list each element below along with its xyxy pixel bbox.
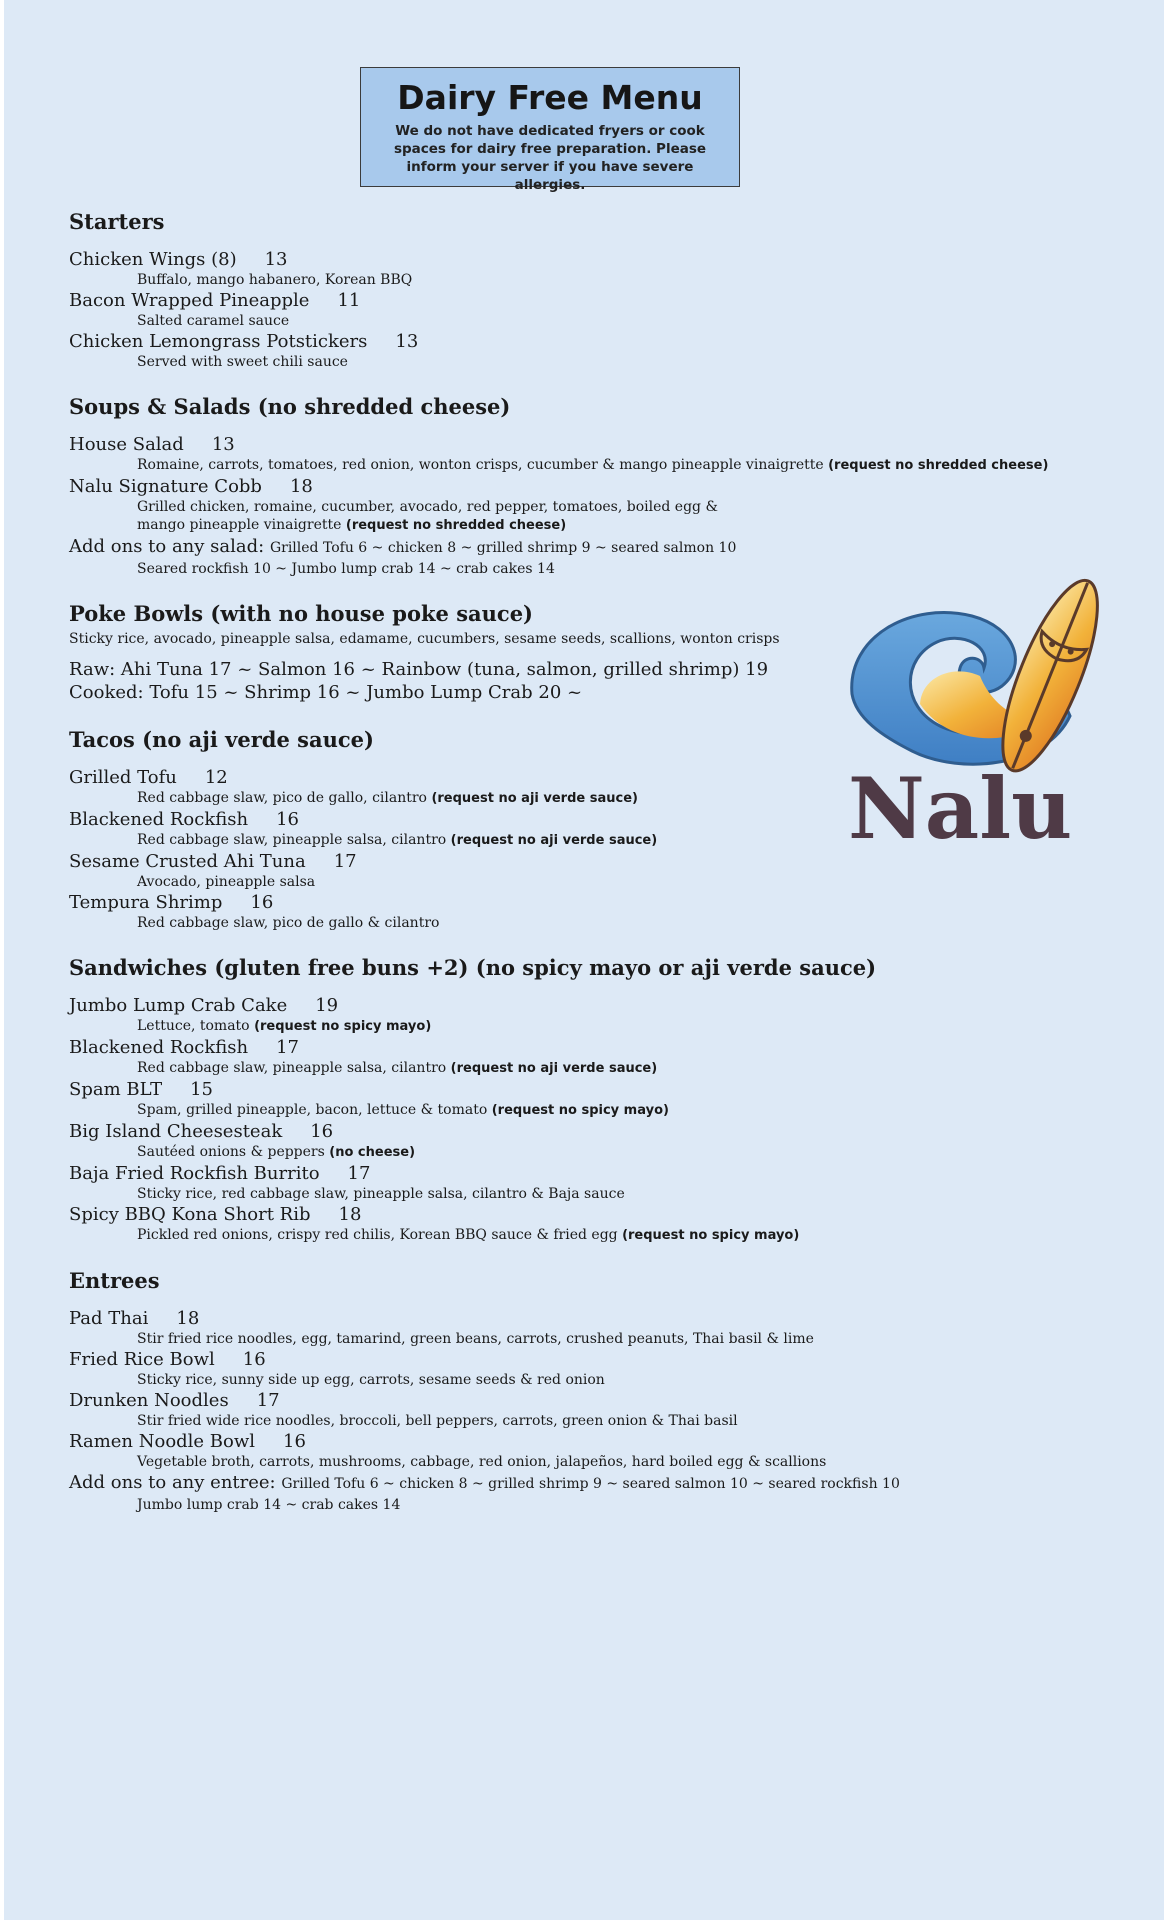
- addons-list-cont: Jumbo lump crab 14 ~ crab cakes 14: [137, 1497, 401, 1513]
- item-name: Drunken Noodles: [69, 1390, 229, 1411]
- item-name: Fried Rice Bowl: [69, 1349, 215, 1370]
- item-dietary-note: (no cheese): [329, 1145, 416, 1160]
- addons-list: Grilled Tofu 6 ~ chicken 8 ~ grilled shrimp 9 ~ seared salmon 10: [269, 540, 737, 556]
- item-name: Ramen Noodle Bowl: [69, 1431, 256, 1452]
- menu-item: [69, 1307, 1049, 1348]
- item-name: House Salad: [69, 434, 184, 455]
- section-title: Starters: [69, 209, 165, 234]
- section-starters: [69, 206, 1049, 371]
- item-name: Nalu Signature Cobb: [69, 476, 262, 497]
- menu-item: [69, 994, 1049, 1036]
- item-description-text: Romaine, carrots, tomatoes, red onion, wonton crisps, cucumber & mango pineapple vinaigrette: [137, 457, 824, 473]
- item-price: 13: [395, 331, 419, 352]
- item-price: 17: [347, 1163, 371, 1184]
- menu-page: [4, 0, 1164, 1920]
- menu-item: [69, 1203, 1049, 1245]
- item-description-text: Red cabbage slaw, pineapple salsa, cilantro: [137, 1060, 447, 1076]
- menu-item: [69, 475, 1049, 535]
- addons-label: Add ons to any entree:: [69, 1472, 276, 1493]
- item-price: 16: [242, 1349, 266, 1370]
- item-price: 17: [276, 1037, 299, 1058]
- item-description: Avocado, pineapple salsa: [137, 874, 316, 890]
- item-dietary-note: (request no aji verde sauce): [450, 833, 658, 848]
- item-name: Spicy BBQ Kona Short Rib: [69, 1204, 311, 1225]
- item-price: 18: [176, 1308, 200, 1329]
- item-description-text: Lettuce, tomato: [137, 1018, 250, 1034]
- item-description: [69, 456, 1049, 475]
- item-description: [69, 1143, 1049, 1162]
- item-price: 15: [190, 1079, 213, 1100]
- item-dietary-note: (request no spicy mayo): [491, 1103, 669, 1118]
- item-dietary-note: (request no spicy mayo): [622, 1228, 800, 1243]
- item-description: Stir fried wide rice noodles, broccoli, bell peppers, carrots, green onion & Thai basil: [137, 1413, 738, 1429]
- item-dietary-note: (request no shredded cheese): [828, 458, 1049, 473]
- item-name: Chicken Lemongrass Potstickers: [69, 331, 368, 352]
- item-price: 17: [256, 1390, 280, 1411]
- item-name: Spam BLT: [69, 1079, 163, 1100]
- item-name: Tempura Shrimp: [69, 892, 223, 913]
- menu-header: [360, 67, 740, 193]
- item-description-text: Spam, grilled pineapple, bacon, lettuce & tomato: [137, 1102, 488, 1118]
- logo-wordmark: Nalu: [848, 759, 1073, 846]
- menu-item: [69, 330, 1049, 371]
- item-name: Big Island Cheesesteak: [69, 1121, 283, 1142]
- item-price: 18: [338, 1204, 362, 1225]
- menu-item: [69, 433, 1049, 475]
- item-name: Bacon Wrapped Pineapple: [69, 290, 310, 311]
- menu-item: [69, 1430, 1049, 1471]
- item-price: 12: [204, 767, 228, 788]
- item-dietary-note: (request no shredded cheese): [345, 518, 567, 533]
- section-soups-salads: [69, 391, 1049, 578]
- item-price: 16: [310, 1121, 334, 1142]
- menu-item: [69, 289, 1049, 330]
- item-description-text: Red cabbage slaw, pineapple salsa, cilantro: [137, 832, 447, 848]
- menu-item: [69, 1389, 1049, 1430]
- section-title: Soups & Salads (no shredded cheese): [69, 394, 511, 419]
- item-description: Buffalo, mango habanero, Korean BBQ: [137, 272, 413, 288]
- menu-item: [69, 850, 1049, 891]
- item-description: Sticky rice, sunny side up egg, carrots, sesame seeds & red onion: [137, 1372, 605, 1388]
- section-subtitle: Sticky rice, avocado, pineapple salsa, edamame, cucumbers, sesame seeds, scallions, wonton crisps: [69, 631, 780, 647]
- item-description: [69, 1017, 1049, 1036]
- item-price: 11: [337, 290, 361, 311]
- item-price: 19: [315, 995, 339, 1016]
- item-name: Chicken Wings (8): [69, 249, 237, 270]
- item-description: Red cabbage slaw, pico de gallo & cilantro: [137, 915, 440, 931]
- poke-raw-options: Raw: Ahi Tuna 17 ~ Salmon 16 ~ Rainbow (tuna, salmon, grilled shrimp) 19: [69, 659, 769, 680]
- section-sandwiches: [69, 952, 1049, 1245]
- item-name: Sesame Crusted Ahi Tuna: [69, 851, 306, 872]
- item-dietary-note: (request no aji verde sauce): [431, 791, 638, 806]
- item-description: Sticky rice, red cabbage slaw, pineapple salsa, cilantro & Baja sauce: [137, 1186, 625, 1202]
- item-dietary-note: (request no aji verde sauce): [450, 1061, 658, 1076]
- nalu-logo-icon: [842, 576, 1138, 846]
- menu-item: [69, 1120, 1049, 1162]
- item-description: Served with sweet chili sauce: [137, 354, 348, 370]
- menu-title: Dairy Free Menu: [397, 78, 703, 117]
- menu-item: [69, 248, 1049, 289]
- item-description: [69, 1101, 1049, 1120]
- item-name: Jumbo Lump Crab Cake: [69, 995, 288, 1016]
- addons-list: Grilled Tofu 6 ~ chicken 8 ~ grilled shrimp 9 ~ seared salmon 10 ~ seared rockfish 10: [281, 1476, 900, 1492]
- item-price: 16: [283, 1431, 306, 1452]
- section-title: Sandwiches (gluten free buns +2) (no spicy mayo or aji verde sauce): [69, 955, 877, 980]
- item-description-text: Pickled red onions, crispy red chilis, Korean BBQ sauce & fried egg: [137, 1227, 618, 1243]
- item-price: 16: [250, 892, 274, 913]
- item-price: 16: [276, 809, 299, 830]
- item-description-text: Red cabbage slaw, pico de gallo, cilantro: [137, 790, 427, 806]
- item-description: [69, 1059, 1049, 1078]
- item-name: Blackened Rockfish: [69, 1037, 249, 1058]
- item-description-cont: [69, 516, 1049, 535]
- item-name: Blackened Rockfish: [69, 809, 249, 830]
- entree-addons: [69, 1471, 1049, 1514]
- menu-item: [69, 1036, 1049, 1078]
- item-description: Grilled chicken, romaine, cucumber, avocado, red pepper, tomatoes, boiled egg &: [137, 499, 718, 515]
- allergy-note: We do not have dedicated fryers or cook spaces for dairy free preparation. Please inform your server if you have severe allergies.: [393, 123, 707, 193]
- menu-content: [69, 206, 1049, 1534]
- addons-list-cont: Seared rockfish 10 ~ Jumbo lump crab 14 ~ crab cakes 14: [137, 561, 555, 577]
- salad-addons: [69, 535, 1049, 578]
- item-description: [69, 1226, 1049, 1245]
- item-description: Stir fried rice noodles, egg, tamarind, green beans, carrots, crushed peanuts, Thai basil & lime: [137, 1331, 814, 1347]
- item-description-text: mango pineapple vinaigrette: [137, 517, 342, 533]
- item-price: 13: [211, 434, 235, 455]
- item-dietary-note: (request no spicy mayo): [254, 1019, 432, 1034]
- section-title: Poke Bowls (with no house poke sauce): [69, 601, 533, 626]
- item-price: 17: [333, 851, 357, 872]
- section-title: Entrees: [69, 1268, 160, 1293]
- item-price: 13: [264, 249, 288, 270]
- menu-item: [69, 1078, 1049, 1120]
- section-title: Tacos (no aji verde sauce): [69, 727, 374, 752]
- menu-item: [69, 891, 1049, 932]
- item-description: Vegetable broth, carrots, mushrooms, cabbage, red onion, jalapeños, hard boiled egg & scallions: [137, 1454, 827, 1470]
- item-name: Grilled Tofu: [69, 767, 177, 788]
- item-name: Pad Thai: [69, 1308, 149, 1329]
- addons-label: Add ons to any salad:: [69, 536, 265, 557]
- section-entrees: [69, 1265, 1049, 1514]
- item-name: Baja Fried Rockfish Burrito: [69, 1163, 320, 1184]
- menu-item: [69, 1162, 1049, 1203]
- item-description: Salted caramel sauce: [137, 313, 290, 329]
- menu-item: [69, 1348, 1049, 1389]
- item-price: 18: [289, 476, 313, 497]
- item-description-text: Sautéed onions & peppers: [137, 1144, 325, 1160]
- poke-cooked-options: Cooked: Tofu 15 ~ Shrimp 16 ~ Jumbo Lump Crab 20 ~: [69, 682, 583, 703]
